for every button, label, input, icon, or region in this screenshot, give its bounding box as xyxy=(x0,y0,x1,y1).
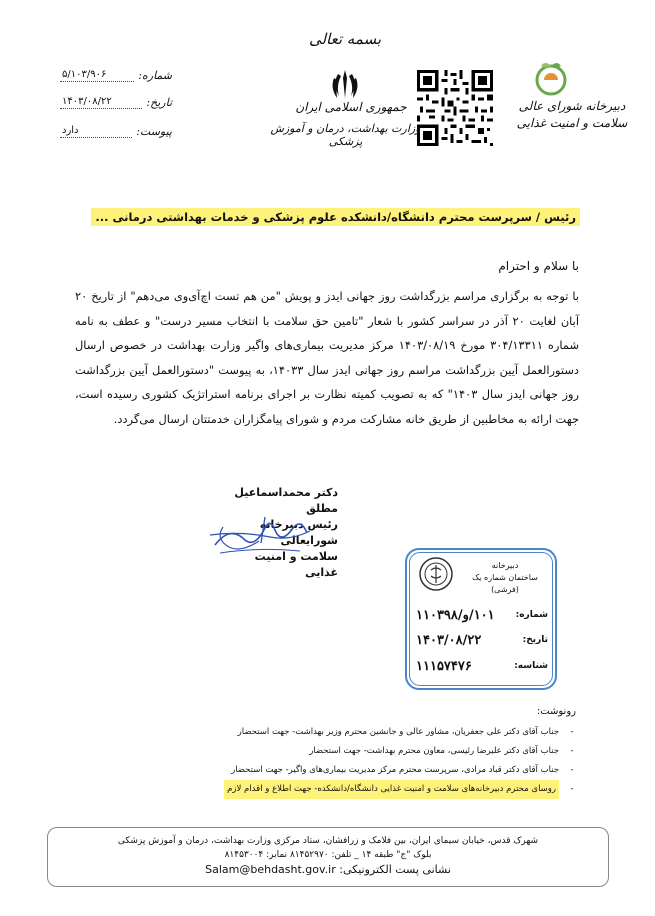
cc-item-text: جناب آقای دکتر قباد مرادی، سرپرست محترم مرکز مدیریت بیماری‌های واگیر- جهت استحضار xyxy=(231,765,559,775)
council-title-line2: سلامت و امنیت غذایی xyxy=(516,116,628,130)
attachment-row xyxy=(60,120,172,138)
cc-bullet: - xyxy=(570,784,574,794)
stamp-date-label: تاریخ: xyxy=(522,635,548,645)
greeting: با سلام و احترام xyxy=(498,259,579,273)
letter-date-value: ۱۴۰۳/۰۸/۲۲ xyxy=(60,96,142,109)
stamp-number-label: شماره: xyxy=(515,610,548,620)
stamp-title-line3: (فرشی) xyxy=(491,585,519,594)
council-title-line1: دبیرخانه شورای عالی xyxy=(518,99,626,113)
stamp-id-row xyxy=(416,656,548,676)
letter-date-row xyxy=(60,91,172,109)
footer-address-box xyxy=(47,827,609,887)
stamp-id-value: ۱۱۱۵۷۴۷۶ xyxy=(416,658,472,674)
qr-code-icon xyxy=(417,70,493,146)
letter-body: با توجه به برگزاری مراسم بزرگداشت روز جهانی ایدز و پویش "من هم تست اچ‌آی‌وی می‌دهم" از تاریخ ۲۰ آبان لغایت ۲۰ آذر در سراسر کشور با شعار "تامین حق سلامت با انتخاب مسیر درست" و عطف به نامه شماره ۳۰۴/۱۳۳۱۱ مورخ ۱۴۰۳/۰۸/۱۹ مرکز مدیریت بیماری‌های واگیر وزارت بهداشت در خصوص ارسال دستورالعمل آیین بزرگداشت مراسم روز جهانی ایدز سال ۱۴۰۳۳، به پیوست "دستورالعمل آیین بزرگداشت روز جهانی ایدز سال ۱۴۰۳" که به تصویب کمیته نظارت بر اجرای برنامه استراتژیک کشوری رسیده است، جهت ارائه به مخاطبین از طریق خانه مشارکت مردم و شورای پیامگزاران خدمتتان ارسال می‌گردد. xyxy=(75,289,579,426)
signatory-title-line2: سلامت و امنیت غذایی xyxy=(254,550,338,579)
stamp-title-line2: ساختمان شماره یک xyxy=(472,573,538,582)
ministry-name-line2: وزارت بهداشت، درمان و آموزش پزشکی xyxy=(270,122,421,148)
cc-bullet: - xyxy=(570,746,574,756)
stamp-title-line1: دبیرخانه xyxy=(491,561,519,570)
cc-bullet: - xyxy=(570,727,574,737)
cc-item-text: جناب آقای دکتر علیرضا رئیسی، معاون محترم بهداشت- جهت استحضار xyxy=(309,746,559,756)
ministry-seal-icon xyxy=(418,556,454,592)
footer-phone-fax: بلوک "ج" طبقه ۱۴ _ تلفن: ۸۱۴۵۲۹۷۰ نمابر: ۸۱۴۵۳۰۰۴ xyxy=(224,850,432,860)
cc-list xyxy=(217,723,577,799)
council-title xyxy=(508,98,636,132)
stamp-number-value: ۱۰۱/و/۱۱۰۳۹۸ xyxy=(416,607,495,623)
cc-item xyxy=(217,761,577,780)
letter-number-row xyxy=(60,64,172,82)
stamp-number-row xyxy=(416,605,548,625)
ministry-name-line1: جمهوری اسلامی ایران xyxy=(295,100,407,114)
stamp-date-row xyxy=(416,630,548,650)
footer-email: نشانی پست الکترونیکی: Salam@behdasht.gov.ir xyxy=(205,863,451,876)
cc-heading: رونوشت: xyxy=(536,706,576,717)
cc-item-highlighted xyxy=(217,780,577,799)
stamp-id-label: شناسه: xyxy=(514,661,548,671)
cc-item xyxy=(217,723,577,742)
letter-number-label: شماره: xyxy=(138,69,172,82)
cc-item xyxy=(217,742,577,761)
bismillah-heading: بسمه تعالی xyxy=(308,30,382,48)
cc-item-text: جناب آقای دکتر علی جعفریان، مشاور عالی و جانشین محترم وزیر بهداشت- جهت استحضار xyxy=(237,727,559,737)
attachment-label: پیوست: xyxy=(136,125,172,138)
footer-address: شهرک قدس، خیابان سیمای ایران، بین فلامک و زرافشان، ستاد مرکزی وزارت بهداشت، درمان و آموزش پزشکی xyxy=(117,836,539,846)
cc-bullet: - xyxy=(570,765,574,775)
letter-date-label: تاریخ: xyxy=(146,96,172,109)
signatory-title-line1: رئیس دبیرخانه شورایعالی xyxy=(259,518,338,547)
stamp-title xyxy=(463,560,547,596)
council-logo-icon xyxy=(530,60,572,98)
signatory-name: دکتر محمداسماعیل مطلق xyxy=(234,486,338,515)
cc-item-text: روسای محترم دبیرخانه‌های سلامت و امنیت غذایی دانشگاه/دانشکده- جهت اطلاع و اقدام لازم xyxy=(224,780,559,799)
attachment-value: دارد xyxy=(60,125,132,138)
handwritten-signature-icon xyxy=(205,505,315,560)
recipient-line: رئیس / سرپرست محترم دانشگاه/دانشکده علوم پزشکی و خدمات بهداشتی درمانی ... xyxy=(91,208,580,226)
stamp-date-value: ۱۴۰۳/۰۸/۲۲ xyxy=(416,632,482,648)
letter-number-value: ۵/۱۰۳/۹۰۶ xyxy=(60,69,134,82)
iran-emblem-icon xyxy=(330,68,360,102)
